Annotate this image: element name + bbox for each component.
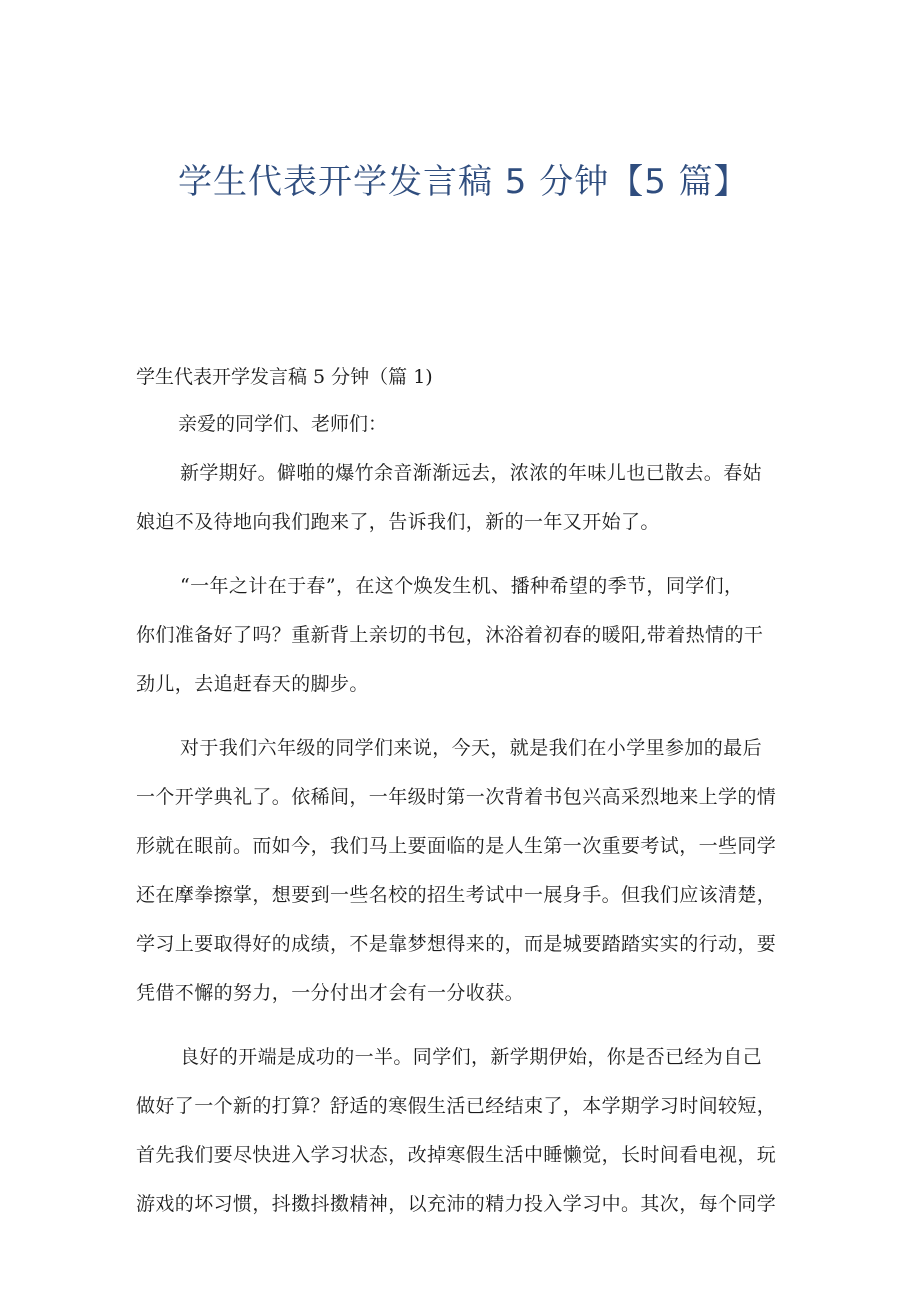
- paragraph-line: 一个开学典礼了。依稀间，一年级时第一次背着书包兴高采烈地来上学的情: [136, 786, 777, 808]
- document-body: [136, 456, 806, 1251]
- greeting: 亲爱的同学们、老师们：: [178, 413, 388, 435]
- paragraph-line: 还在摩拳擦掌，想要到一些名校的招生考试中一展身手。但我们应该清楚，: [136, 884, 777, 906]
- paragraph-4: [136, 1040, 806, 1236]
- paragraph-2: [136, 569, 806, 716]
- paragraph-line: 做好了一个新的打算？舒适的寒假生活已经结束了，本学期学习时间较短，: [136, 1095, 777, 1117]
- paragraph-line: “一年之计在于春”，在这个焕发生机、播种希望的季节，同学们，: [180, 575, 744, 597]
- paragraph-line: 对于我们六年级的同学们来说，今天，就是我们在小学里参加的最后: [180, 737, 763, 759]
- section-heading: 学生代表开学发言稿 5 分钟（篇 1): [136, 366, 433, 388]
- paragraph-line: 劲儿，去追赶春天的脚步。: [136, 673, 369, 695]
- paragraph-line: 游戏的坏习惯，抖擞抖擞精神，以充沛的精力投入学习中。其次，每个同学: [136, 1193, 777, 1215]
- paragraph-line: 新学期好。僻啪的爆竹余音渐渐远去，浓浓的年味儿也已散去。春姑: [180, 462, 763, 484]
- paragraph-line: 良好的开端是成功的一半。同学们，新学期伊始，你是否已经为自己: [180, 1046, 763, 1068]
- paragraph-line: 学习上要取得好的成绩，不是靠梦想得来的，而是城要踏踏实实的行动，要: [136, 933, 777, 955]
- paragraph-3: [136, 731, 806, 1025]
- paragraph-line: 凭借不懈的努力，一分付出才会有一分收获。: [136, 982, 525, 1004]
- paragraph-line: 形就在眼前。而如今，我们马上要面临的是人生第一次重要考试，一些同学: [136, 835, 777, 857]
- document-title: 学生代表开学发言稿 5 分钟【5 篇】: [178, 162, 749, 202]
- paragraph-1: [136, 456, 806, 554]
- paragraph-line: 首先我们要尽快进入学习状态，改掉寒假生活中睡懒觉，长时间看电视，玩: [136, 1144, 777, 1166]
- paragraph-line: 娘迫不及待地向我们跑来了，告诉我们，新的一年又开始了。: [136, 511, 660, 533]
- paragraph-line: 你们准备好了吗？重新背上亲切的书包，沐浴着初春的暖阳,带着热情的干: [136, 624, 764, 646]
